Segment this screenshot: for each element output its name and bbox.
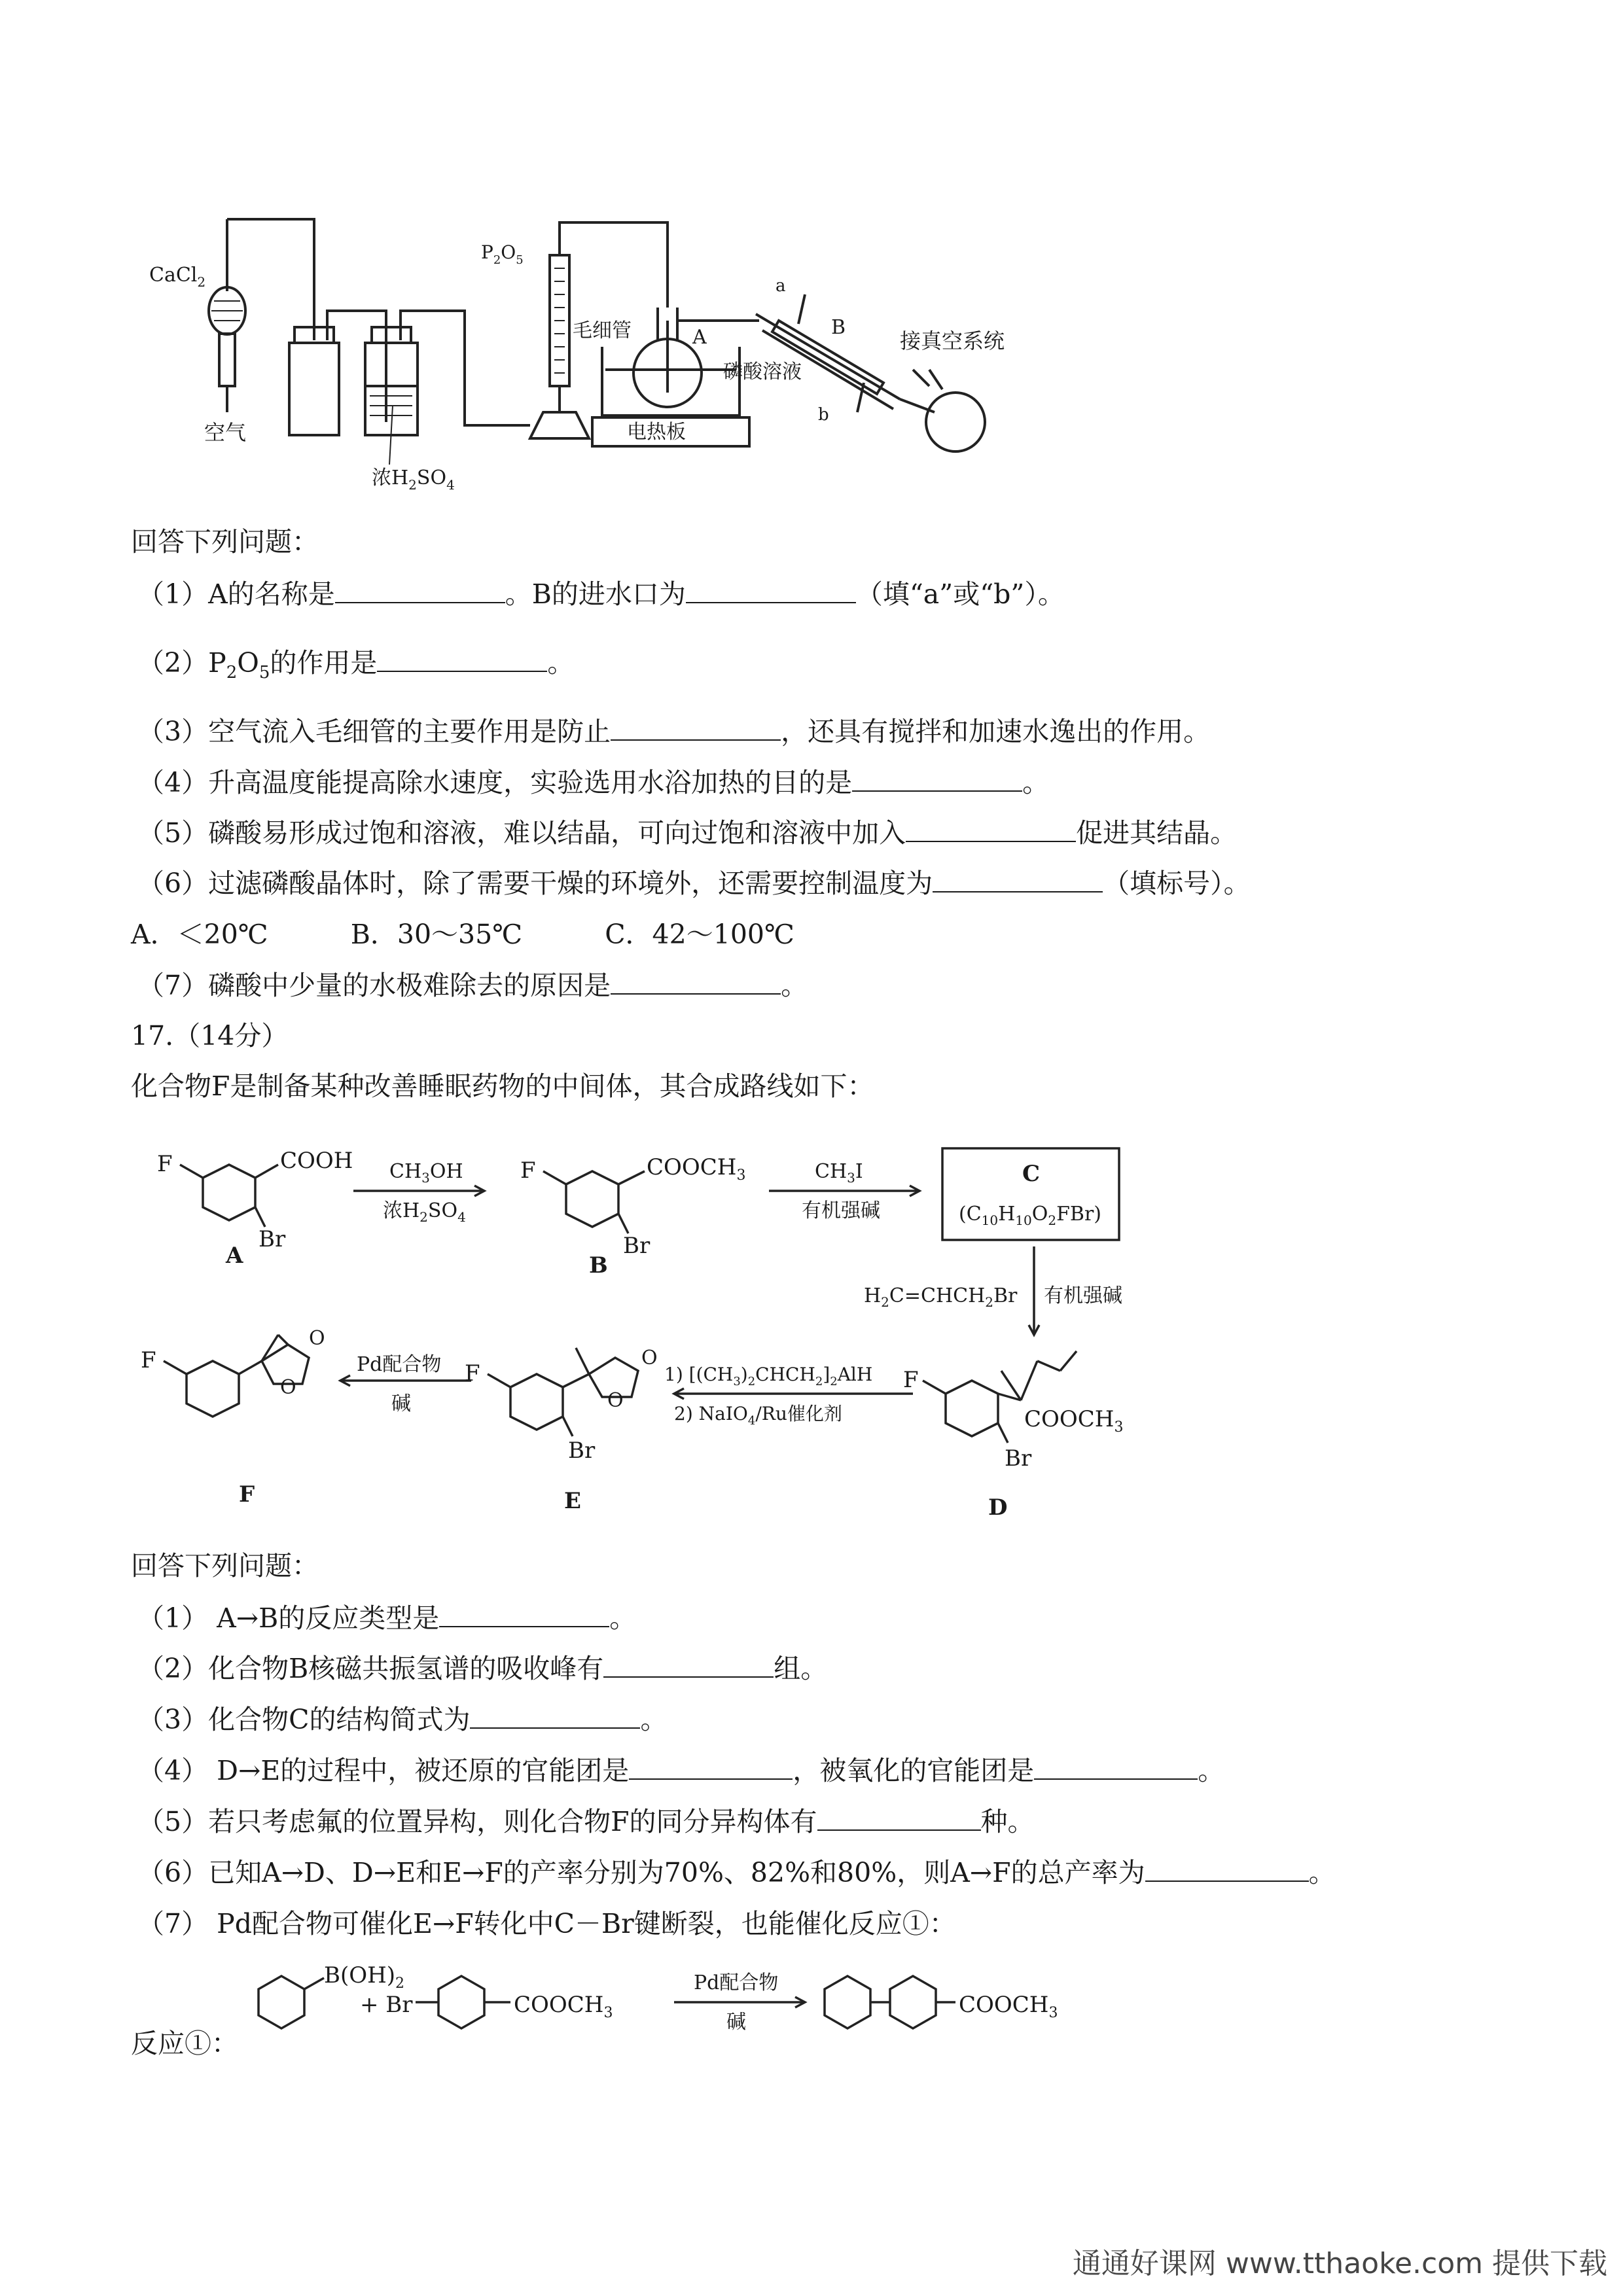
answer-blank[interactable]: [817, 1803, 981, 1831]
reaction-1-label: 反应①：: [131, 2028, 238, 2059]
fluorine-label: F: [157, 1151, 173, 1177]
compound-label-E: E: [564, 1488, 581, 1514]
svg-text:COOCH3: $COOCH_3$: [959, 1992, 1058, 2021]
bromine-label: Br: [623, 1233, 651, 1259]
q17-question-3: （3）化合物C的结构简式为 。: [137, 1701, 667, 1738]
q17-question-7: （7） Pd配合物可催化E→F转化中C－Br键断裂，也能催化反应①：: [137, 1908, 956, 1939]
svg-text:F: F: [141, 1347, 156, 1373]
q16-question-6: （6）过滤磷酸晶体时，除了需要干燥的环境外，还需要控制温度为 （填标号）。: [137, 865, 1251, 902]
svg-text:+ Br: + Br: [360, 1992, 413, 2018]
svg-text:COOCH3: $COOCH_3$: [647, 1154, 746, 1184]
answer-blank[interactable]: [852, 764, 1022, 792]
reaction-1-scheme: [236, 1953, 1152, 2058]
compound-label-C: C: [1022, 1161, 1041, 1187]
option-b: B．30～35℃: [350, 919, 523, 950]
air-label: 空气: [204, 420, 247, 445]
q16-question-3: （3）空气流入毛细管的主要作用是防止 ，还具有搅拌和加速水逸出的作用。: [137, 713, 1210, 750]
q17-question-5: （5）若只考虑氟的位置异构，则化合物F的同分异构体有 种。: [137, 1803, 1035, 1840]
answer-blank[interactable]: [611, 713, 781, 741]
cacl2-label: CaCl$_2$: [149, 264, 206, 290]
svg-text:COOCH3: $COOCH_3$: [514, 1992, 613, 2021]
svg-text:F: F: [903, 1367, 919, 1393]
compound-label-B: B: [589, 1252, 608, 1279]
svg-text:O: O: [280, 1376, 296, 1399]
svg-text:1) [(CH3)2CHCH2]2AlH: 1) $[(CH_3)_2CHCH_2]_2AlH$: [664, 1364, 873, 1388]
answer-blank[interactable]: [686, 576, 856, 603]
q17-intro: 化合物F是制备某种改善睡眠药物的中间体，其合成路线如下：: [131, 1070, 874, 1102]
q17-header: 17.（14分）: [131, 1020, 289, 1051]
heater-label: 电热板: [627, 421, 686, 444]
svg-text:COOCH3: $COOCH_3$: [1024, 1406, 1124, 1436]
answer-blank[interactable]: [611, 967, 781, 995]
q17-question-1: （1） A→B的反应类型是 。: [137, 1600, 636, 1636]
outlet-label-b: b: [818, 405, 829, 425]
svg-text:CH3OH: $CH_3OH$: [389, 1160, 463, 1186]
svg-text:O: O: [641, 1347, 658, 1369]
q17-question-2: （2）化合物B核磁共振氢谱的吸收峰有 组。: [137, 1650, 827, 1687]
q16-question-4: （4）升高温度能提高除水速度，实验选用水浴加热的目的是 。: [137, 764, 1049, 801]
option-c: C．42～100℃: [605, 919, 794, 950]
svg-text:Br: Br: [1005, 1445, 1032, 1472]
svg-text:浓H2SO4: 浓$H_2SO_4$: [383, 1199, 466, 1225]
option-a: A．＜20℃: [131, 919, 268, 950]
svg-text:F: F: [465, 1360, 480, 1386]
svg-text:O: O: [607, 1389, 624, 1412]
svg-text:Pd配合物: Pd配合物: [357, 1353, 442, 1376]
svg-text:碱: 碱: [391, 1392, 411, 1415]
q16-intro: 回答下列问题：: [131, 526, 319, 557]
answer-blank[interactable]: [603, 1650, 774, 1678]
compound-label-F: F: [239, 1481, 255, 1508]
vacuum-label: 接真空系统: [900, 328, 1005, 353]
svg-text:B(OH)2: $B(OH)_2$: [324, 1962, 405, 1992]
svg-text:Br: Br: [568, 1438, 596, 1464]
compound-label-A: A: [226, 1243, 243, 1269]
condenser-label-B: B: [831, 316, 846, 339]
apparatus-diagram: [118, 196, 1034, 504]
svg-text:有机强碱: 有机强碱: [802, 1199, 880, 1222]
phosphoric-solution-label: 磷酸溶液: [723, 361, 802, 383]
svg-text:碱: 碱: [726, 2011, 746, 2034]
svg-text:CH3I: $CH_3I$: [815, 1160, 863, 1186]
svg-text:(C10H10O2FBr): $(C_{10}H_{10}O_2FBr)$: [959, 1203, 1101, 1228]
q16-question-5: （5）磷酸易形成过饱和溶液，难以结晶，可向过饱和溶液中加入 促进其结晶。: [137, 815, 1237, 851]
answer-blank[interactable]: [1145, 1854, 1309, 1882]
fluorine-label: F: [520, 1157, 536, 1184]
flask-label-A: A: [692, 326, 707, 349]
svg-text:Pd配合物: Pd配合物: [694, 1971, 779, 1994]
q16-question-2: $(2)P_2O_5$的作用是 。: [137, 645, 574, 691]
answer-blank[interactable]: [377, 645, 547, 672]
answer-blank[interactable]: [629, 1752, 793, 1780]
answer-blank[interactable]: [335, 576, 505, 603]
conc-h2so4-label: 浓$H_2SO_4$: [372, 467, 455, 493]
answer-blank[interactable]: [470, 1701, 640, 1729]
q16-question-1: （1）A的名称是 。B的进水口为 （填“a”或“b”）。: [137, 576, 1065, 612]
answer-blank[interactable]: [933, 865, 1103, 892]
q17-intro-2: 回答下列问题：: [131, 1550, 319, 1581]
svg-text:2) NaIO4/Ru催化剂: 2) NaIO$_4$/Ru催化剂: [674, 1403, 842, 1428]
q17-question-6: （6）已知A→D、D→E和E→F的产率分别为70%、82%和80%，则A→F的总产率为 。: [137, 1854, 1336, 1891]
cooh-label: COOH: [280, 1148, 353, 1174]
answer-blank[interactable]: [1034, 1752, 1198, 1780]
svg-text:H2C=CHCH2Br: $H_2C=CHCH_2Br$: [864, 1284, 1018, 1310]
svg-text:有机强碱: 有机强碱: [1044, 1284, 1122, 1307]
answer-blank[interactable]: [906, 815, 1076, 842]
q17-question-4: （4） D→E的过程中，被还原的官能团是 ，被氧化的官能团是 。: [137, 1752, 1224, 1789]
capillary-label: 毛细管: [573, 319, 632, 342]
footer-watermark: 通通好课网 www.tthaoke.com 提供下载: [1072, 2247, 1607, 2280]
inlet-label-a: a: [776, 276, 786, 296]
p2o5-label: $P_2O_5$: [481, 241, 524, 267]
bromine-label: Br: [259, 1226, 286, 1252]
synthesis-scheme: [131, 1139, 1243, 1531]
q16-question-7: （7）磷酸中少量的水极难除去的原因是 。: [137, 967, 808, 1004]
answer-blank[interactable]: [439, 1600, 609, 1627]
q16-options: [131, 916, 794, 953]
compound-label-D: D: [988, 1494, 1008, 1521]
svg-text:O: O: [309, 1327, 325, 1350]
